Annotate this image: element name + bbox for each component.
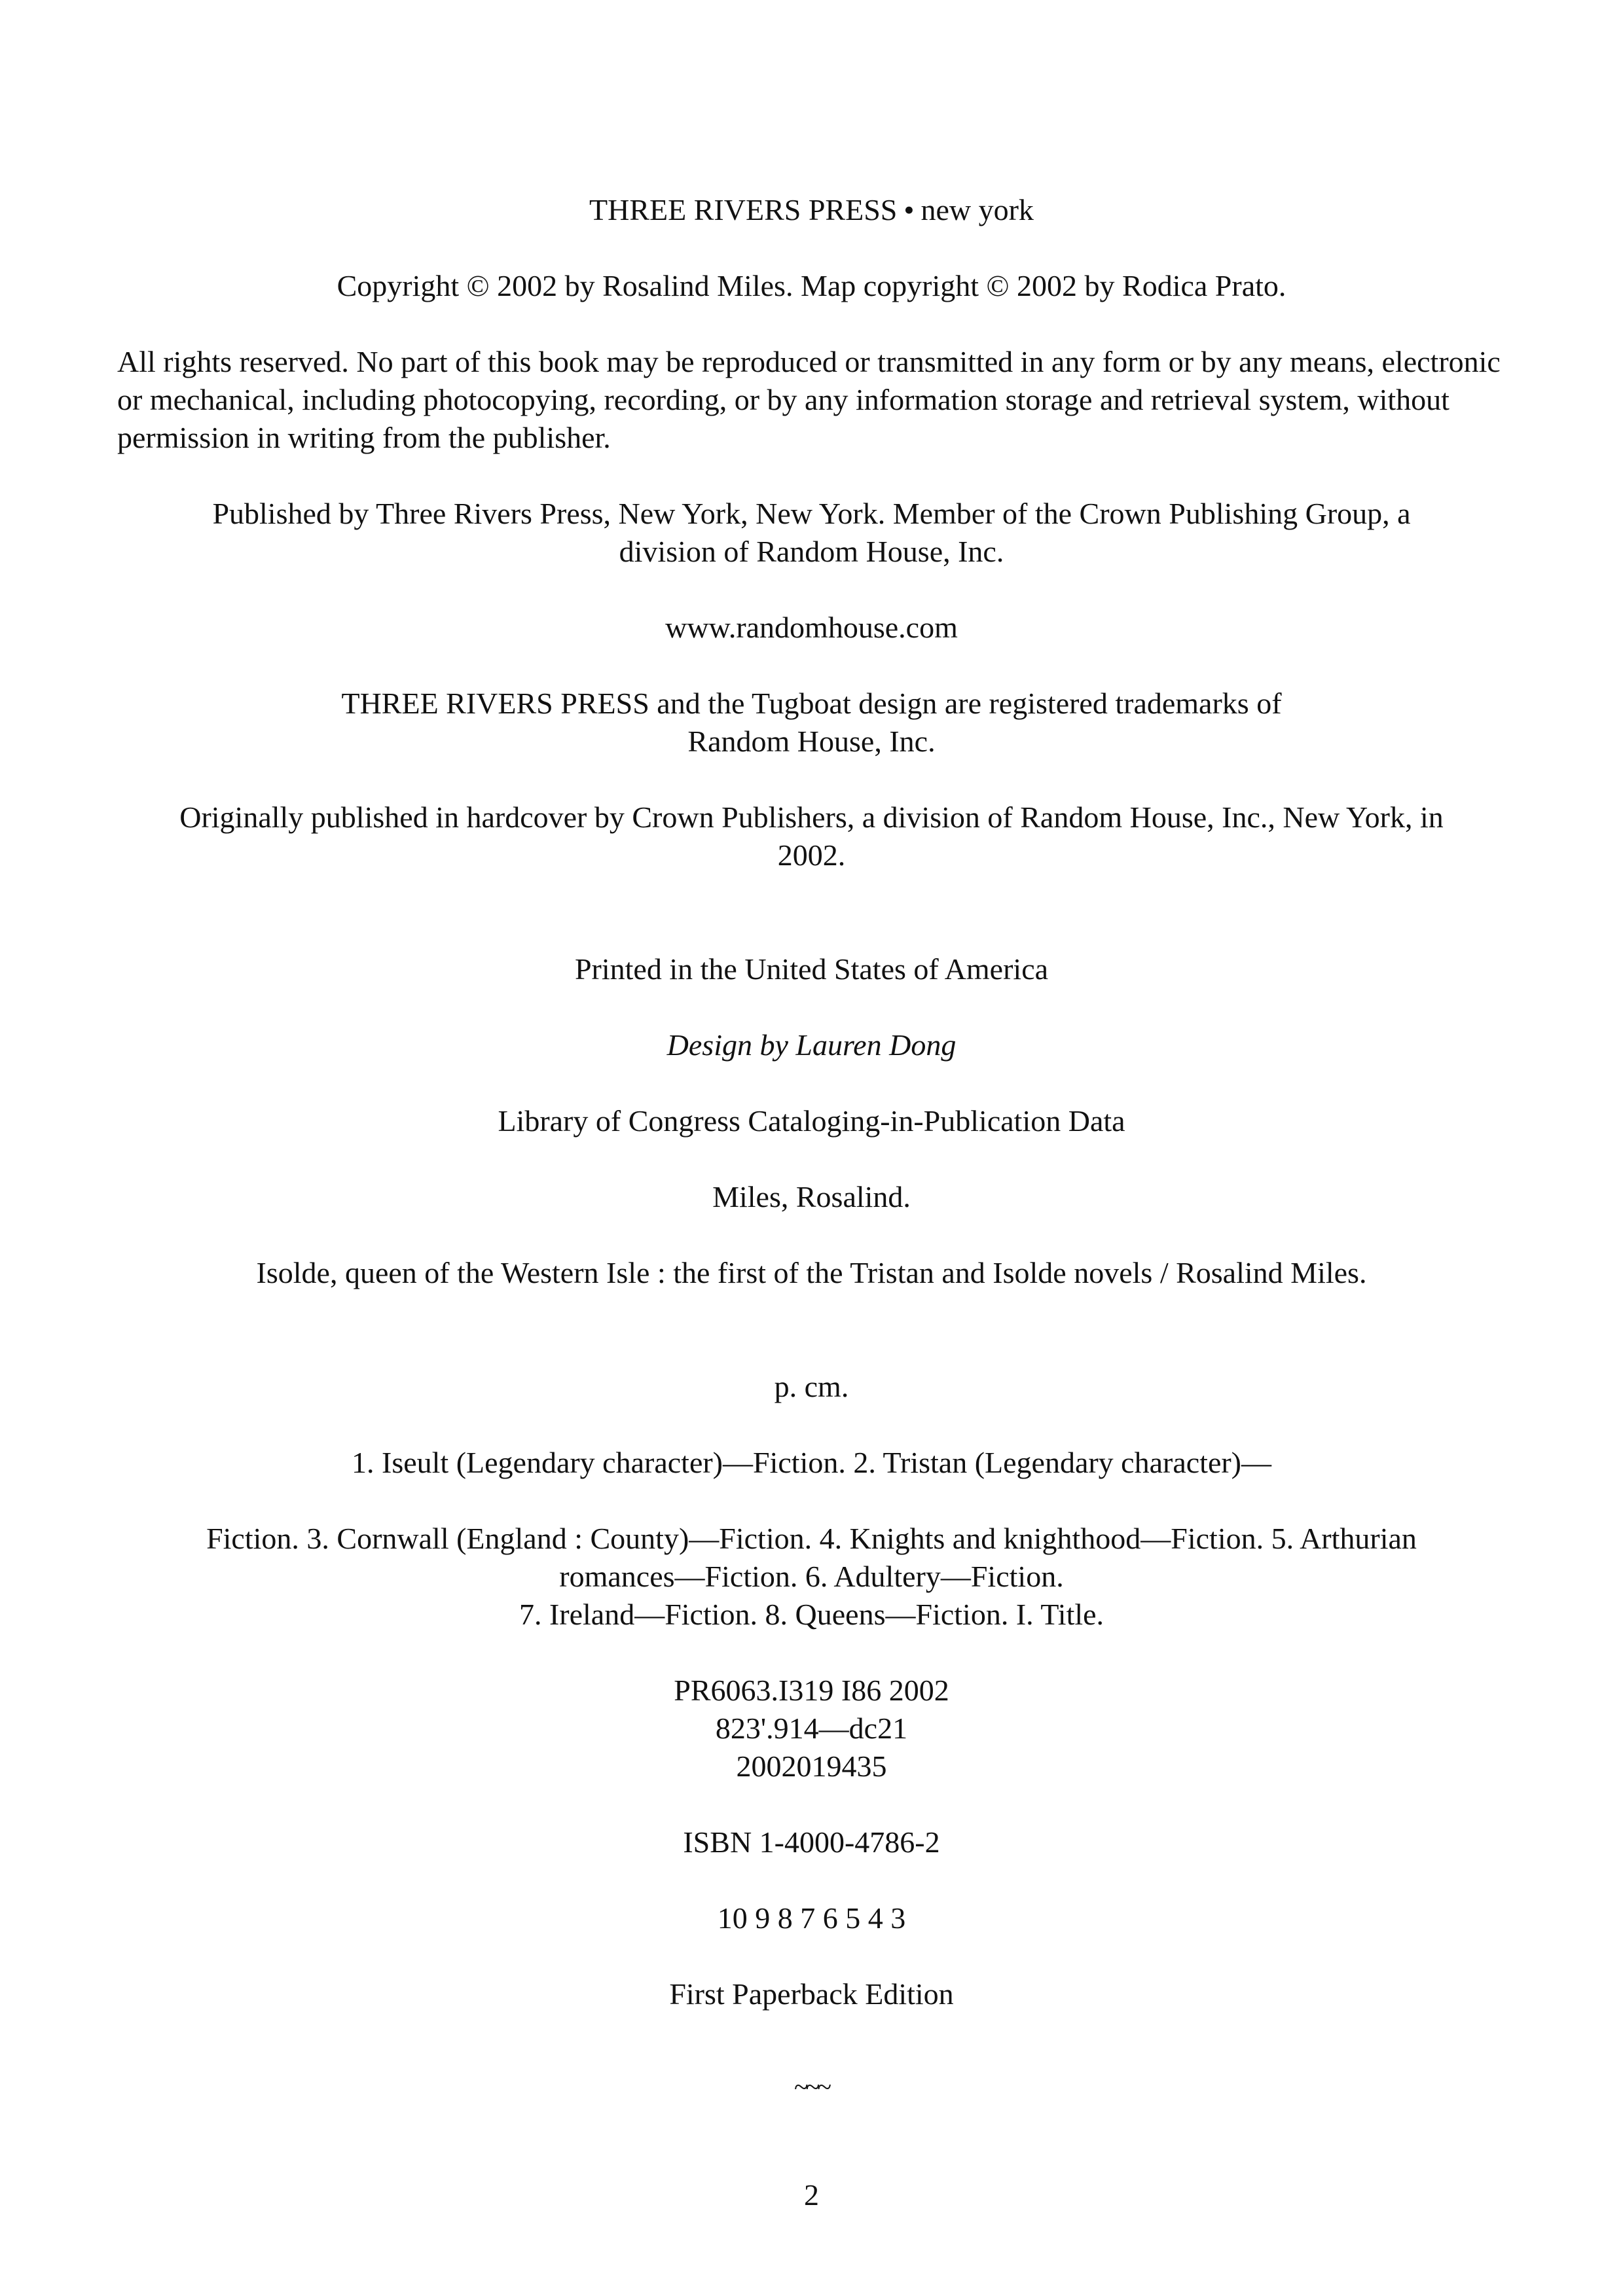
cip-lccn: 2002019435 bbox=[736, 1749, 887, 1783]
cip-subjects-3: 7. Ireland—Fiction. 8. Queens—Fiction. I. Title. bbox=[519, 1598, 1104, 1631]
edition: First Paperback Edition bbox=[669, 1977, 954, 2011]
original-pub-line-1: Originally published in hardcover by Crown Publishers, a division of Random House, Inc., New York, in bbox=[179, 800, 1444, 834]
bullet-separator: • bbox=[903, 193, 915, 226]
isbn: ISBN 1-4000-4786-2 bbox=[683, 1825, 940, 1859]
imprint-line bbox=[115, 191, 1508, 229]
cip-title: Isolde, queen of the Western Isle : the first of the Tristan and Isolde novels / Rosalind Miles. bbox=[256, 1256, 1367, 1289]
original-pub-line-2: 2002. bbox=[777, 838, 846, 872]
cip-call-number: PR6063.I319 I86 2002 bbox=[674, 1674, 949, 1707]
ornament-divider: ~~~ bbox=[794, 2072, 829, 2102]
website: www.randomhouse.com bbox=[665, 611, 958, 644]
cip-pcm: p. cm. bbox=[774, 1370, 849, 1403]
cip-subjects-1: 1. Iseult (Legendary character)—Fiction. 2. Tristan (Legendary character)— bbox=[352, 1446, 1271, 1479]
copyright-line: Copyright © 2002 by Rosalind Miles. Map copyright © 2002 by Rodica Prato. bbox=[337, 269, 1286, 302]
page-number: 2 bbox=[804, 2178, 819, 2212]
cip-subjects-2a: Fiction. 3. Cornwall (England : County)—Fiction. 4. Knights and knighthood—Fiction. 5. Arthurian bbox=[206, 1522, 1417, 1555]
published-by-line-1: Published by Three Rivers Press, New York, New York. Member of the Crown Publishing Group, a bbox=[212, 497, 1411, 530]
cip-heading: Library of Congress Cataloging-in-Publication Data bbox=[498, 1104, 1125, 1138]
cip-subjects-2b: romances—Fiction. 6. Adultery—Fiction. bbox=[559, 1560, 1064, 1593]
published-by-line-2: division of Random House, Inc. bbox=[619, 535, 1004, 568]
printed-line: Printed in the United States of America bbox=[574, 952, 1049, 986]
cip-author: Miles, Rosalind. bbox=[712, 1180, 911, 1213]
trademark-line-1: THREE RIVERS PRESS and the Tugboat design are registered trademarks of bbox=[341, 687, 1282, 720]
cip-dewey: 823'.914—dc21 bbox=[715, 1712, 908, 1745]
trademark-line-2: Random House, Inc. bbox=[687, 725, 936, 758]
imprint-publisher: THREE RIVERS PRESS bbox=[589, 193, 898, 226]
design-credit: Design by Lauren Dong bbox=[666, 1028, 957, 1062]
print-line: 10 9 8 7 6 5 4 3 bbox=[717, 1901, 906, 1935]
rights-paragraph: All rights reserved. No part of this book may be reproduced or transmitted in any form or by any means, electronic or mechanical, including photocopying, recording, or by any information storage and retrieval system, without permission in writing from the publisher. bbox=[117, 345, 1501, 454]
imprint-city: new york bbox=[921, 193, 1034, 226]
